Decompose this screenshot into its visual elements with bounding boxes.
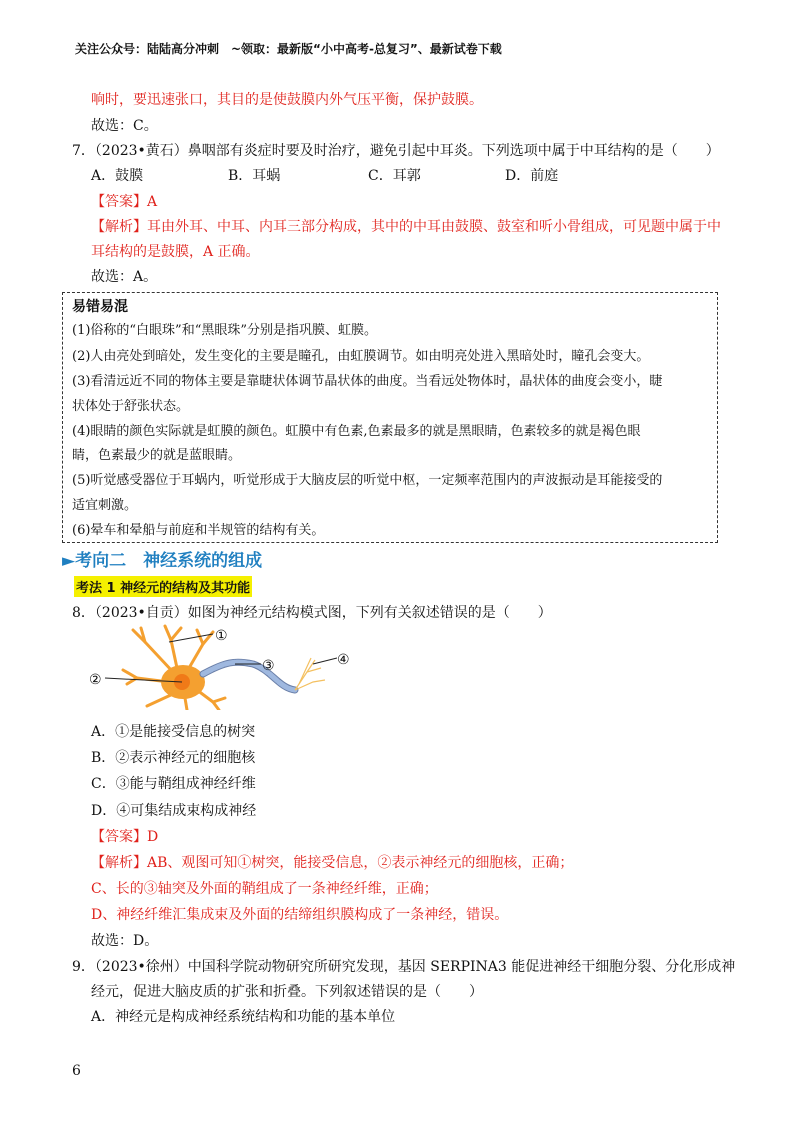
q7-analysis-line2: 耳结构的是鼓膜，A 正确。 bbox=[91, 244, 260, 260]
q9-stem-line2: 经元，促进大脑皮质的扩张和折叠。下列叙述错误的是（ ） bbox=[91, 984, 483, 1000]
q8-option-b: B．②表示神经元的细胞核 bbox=[91, 750, 256, 766]
q7-option-d: D．前庭 bbox=[505, 168, 559, 184]
box-line-6: 睛，色素最少的就是蓝眼睛。 bbox=[72, 448, 242, 463]
q7-option-c: C．耳郭 bbox=[368, 168, 421, 184]
box-line-2: (2)人由亮处到暗处，发生变化的主要是瞳孔，由虹膜调节。如由明亮处进入黑暗处时，瞳孔会变大。 bbox=[72, 349, 650, 364]
q7-stem: 7．（2023•黄石）鼻咽部有炎症时要及时治疗，避免引起中耳炎。下列选项中属于中耳结构的是（ ） bbox=[72, 143, 720, 159]
prev-analysis-tail: 响时，要迅速张口，其目的是使鼓膜内外气压平衡，保护鼓膜。 bbox=[91, 92, 483, 108]
q7-analysis-line1: 【解析】耳由外耳、中耳、内耳三部分构成，其中的中耳由鼓膜、鼓室和听小骨组成，可见题中属于中 bbox=[91, 219, 721, 235]
q7-choice: 故选：A。 bbox=[91, 269, 158, 285]
box-line-8: 适宜刺激。 bbox=[72, 498, 138, 513]
box-title: 易错易混 bbox=[72, 299, 128, 315]
q8-option-d: D．④可集结成束构成神经 bbox=[91, 803, 257, 819]
q8-option-c: C．③能与鞘组成神经纤维 bbox=[91, 776, 256, 792]
q8-answer: 【答案】D bbox=[91, 829, 159, 845]
method-heading: 考法 1 神经元的结构及其功能 bbox=[74, 576, 252, 597]
page-header: 关注公众号：陆陆高分冲刺 ~领取：最新版“小中高考-总复习”、最新试卷下载 bbox=[75, 42, 502, 56]
box-line-3: (3)看清远近不同的物体主要是靠睫状体调节晶状体的曲度。当看远处物体时，晶状体的曲度会变小，睫 bbox=[72, 374, 663, 389]
q8-option-a: A．①是能接受信息的树突 bbox=[91, 724, 256, 740]
q9-stem-line1: 9．（2023•徐州）中国科学院动物研究所研究发现，基因 SERPINA3 能促进神经干细胞分裂、分化形成神 bbox=[72, 959, 736, 975]
q8-stem: 8．（2023•自贡）如图为神经元结构模式图，下列有关叙述错误的是（ ） bbox=[72, 605, 552, 621]
q8-analysis-line1: 【解析】AB、观图可知①树突，能接受信息，②表示神经元的细胞核，正确； bbox=[91, 855, 574, 871]
q8-analysis-line2: C、长的③轴突及外面的鞘组成了一条神经纤维，正确； bbox=[91, 881, 438, 897]
neuron-label-1: ① bbox=[215, 628, 228, 644]
box-line-9: (6)晕车和晕船与前庭和半规管的结构有关。 bbox=[72, 523, 325, 538]
q7-answer: 【答案】A bbox=[91, 194, 158, 210]
section-heading: ►考向二 神经系统的组成 bbox=[62, 551, 263, 571]
box-line-5: (4)眼睛的颜色实际就是虹膜的颜色。虹膜中有色素,色素最多的就是黑眼睛，色素较多的就是褐色眼 bbox=[72, 424, 641, 439]
neuron-label-2: ② bbox=[89, 672, 102, 688]
box-line-1: (1)俗称的“白眼珠”和“黑眼珠”分别是指巩膜、虹膜。 bbox=[72, 323, 377, 338]
q8-analysis-line3: D、神经纤维汇集成束及外面的结缔组织膜构成了一条神经，错误。 bbox=[91, 907, 509, 923]
q9-option-a: A．神经元是构成神经系统结构和功能的基本单位 bbox=[91, 1009, 396, 1025]
box-line-4: 状体处于舒张状态。 bbox=[72, 399, 190, 414]
q7-option-b: B．耳蜗 bbox=[228, 168, 281, 184]
q7-option-a: A．鼓膜 bbox=[91, 168, 144, 184]
neuron-label-4: ④ bbox=[337, 652, 350, 668]
q8-choice: 故选：D。 bbox=[91, 933, 159, 949]
neuron-label-3: ③ bbox=[262, 658, 275, 674]
page-number: 6 bbox=[72, 1063, 81, 1079]
box-line-7: (5)听觉感受器位于耳蜗内，听觉形成于大脑皮层的听觉中枢，一定频率范围内的声波振动是耳能接受的 bbox=[72, 473, 663, 488]
prev-choice: 故选：C。 bbox=[91, 118, 158, 134]
